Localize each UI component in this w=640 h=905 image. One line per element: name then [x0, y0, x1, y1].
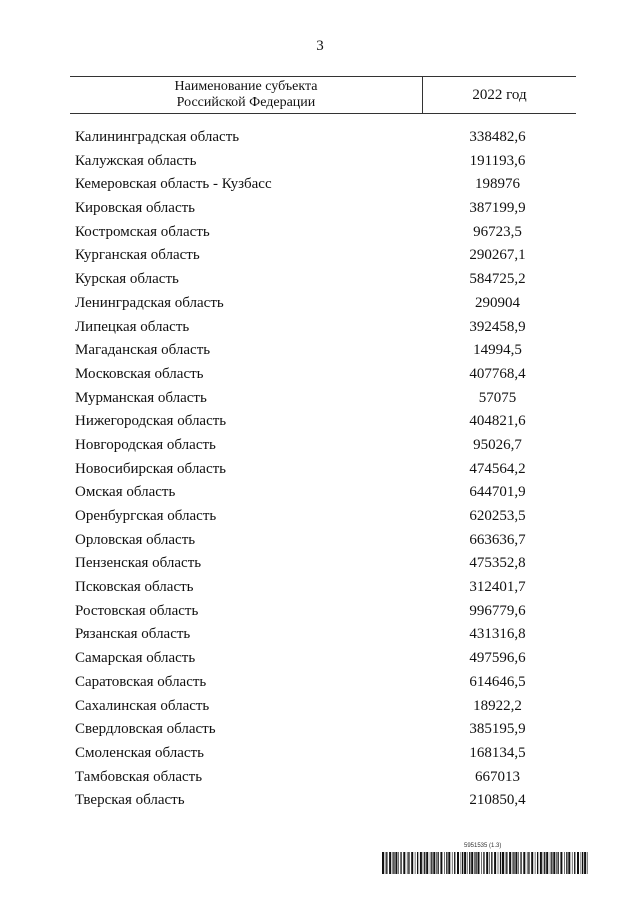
region-name: Липецкая область [75, 318, 190, 335]
region-name: Самарская область [75, 650, 196, 667]
region-name: Костромская область [75, 223, 210, 240]
region-value: 96723,5 [473, 223, 522, 240]
region-name: Курганская область [75, 247, 200, 264]
table-row [0, 339, 640, 363]
table-header [70, 76, 576, 114]
region-value: 168134,5 [469, 744, 526, 761]
region-name: Тамбовская область [75, 768, 203, 785]
region-value: 18922,2 [473, 697, 522, 714]
table-row [0, 552, 640, 576]
region-name: Сахалинская область [75, 697, 210, 714]
region-value: 404821,6 [469, 413, 526, 430]
region-value: 663636,7 [469, 531, 526, 548]
table-row [0, 789, 640, 813]
header-region-name: Наименование субъекта Российской Федерации [70, 77, 423, 113]
region-value: 475352,8 [469, 555, 526, 572]
region-name: Омская область [75, 484, 176, 501]
table-row [0, 197, 640, 221]
table-row [0, 647, 640, 671]
table-row [0, 292, 640, 316]
region-value: 474564,2 [469, 460, 526, 477]
region-value: 407768,4 [469, 365, 526, 382]
region-value: 644701,9 [469, 484, 526, 501]
table-row [0, 695, 640, 719]
region-name: Московская область [75, 365, 204, 382]
region-name: Рязанская область [75, 626, 191, 643]
table-row [0, 576, 640, 600]
region-name: Пензенская область [75, 555, 202, 572]
region-value: 431316,8 [469, 626, 526, 643]
table-row [0, 316, 640, 340]
table-row [0, 387, 640, 411]
region-value: 385195,9 [469, 721, 526, 738]
page-number: 3 [316, 38, 324, 54]
table-row [0, 244, 640, 268]
region-value: 191193,6 [469, 152, 526, 169]
region-name: Тверская область [75, 792, 185, 809]
region-value: 667013 [475, 768, 520, 785]
region-name: Саратовская область [75, 673, 207, 690]
table-row [0, 529, 640, 553]
region-value: 198976 [475, 176, 520, 193]
region-name: Калужская область [75, 152, 197, 169]
barcode-icon [382, 852, 590, 874]
region-name: Нижегородская область [75, 413, 227, 430]
region-value: 497596,6 [469, 650, 526, 667]
table-row [0, 173, 640, 197]
region-name: Свердловская область [75, 721, 216, 738]
region-value: 312401,7 [469, 579, 526, 596]
table-row [0, 434, 640, 458]
region-name: Смоленская область [75, 744, 204, 761]
header-year: 2022 год [472, 86, 527, 103]
table-row [0, 410, 640, 434]
region-value: 392458,9 [469, 318, 526, 335]
region-name: Кемеровская область - Кузбасс [75, 176, 272, 193]
region-name: Кировская область [75, 200, 196, 217]
table-row [0, 363, 640, 387]
table-row [0, 718, 640, 742]
region-value: 614646,5 [469, 673, 526, 690]
table-row [0, 600, 640, 624]
region-value: 95026,7 [473, 436, 522, 453]
table-row [0, 150, 640, 174]
table-row [0, 505, 640, 529]
region-value: 338482,6 [469, 129, 526, 145]
region-name: Оренбургская область [75, 508, 217, 524]
table-row [0, 221, 640, 245]
table-row [0, 742, 640, 766]
table-body [0, 126, 640, 813]
region-name: Новосибирская область [75, 460, 227, 477]
region-name: Калининградская область [75, 129, 240, 145]
region-name: Ростовская область [75, 602, 199, 619]
region-name: Орловская область [75, 531, 196, 548]
region-value: 620253,5 [469, 508, 526, 524]
table-row [0, 623, 640, 647]
table-row [0, 481, 640, 505]
region-value: 387199,9 [469, 200, 526, 217]
region-value: 14994,5 [473, 342, 522, 359]
table-row [0, 671, 640, 695]
region-value: 210850,4 [469, 792, 526, 809]
region-value: 290904 [475, 294, 520, 311]
region-name: Псковская область [75, 579, 194, 596]
region-name: Магаданская область [75, 342, 211, 359]
barcode-number: 5951535 (1.3) [464, 843, 502, 849]
region-name: Мурманская область [75, 389, 207, 406]
table-row [0, 458, 640, 482]
region-value: 584725,2 [469, 271, 526, 288]
region-value: 57075 [478, 389, 517, 406]
table-row [0, 268, 640, 292]
region-name: Курская область [75, 271, 179, 288]
table-row [0, 126, 640, 150]
region-name: Ленинградская область [75, 294, 224, 311]
region-name: Новгородская область [75, 436, 216, 453]
region-value: 996779,6 [469, 602, 526, 619]
table-row [0, 766, 640, 790]
region-value: 290267,1 [469, 247, 526, 264]
